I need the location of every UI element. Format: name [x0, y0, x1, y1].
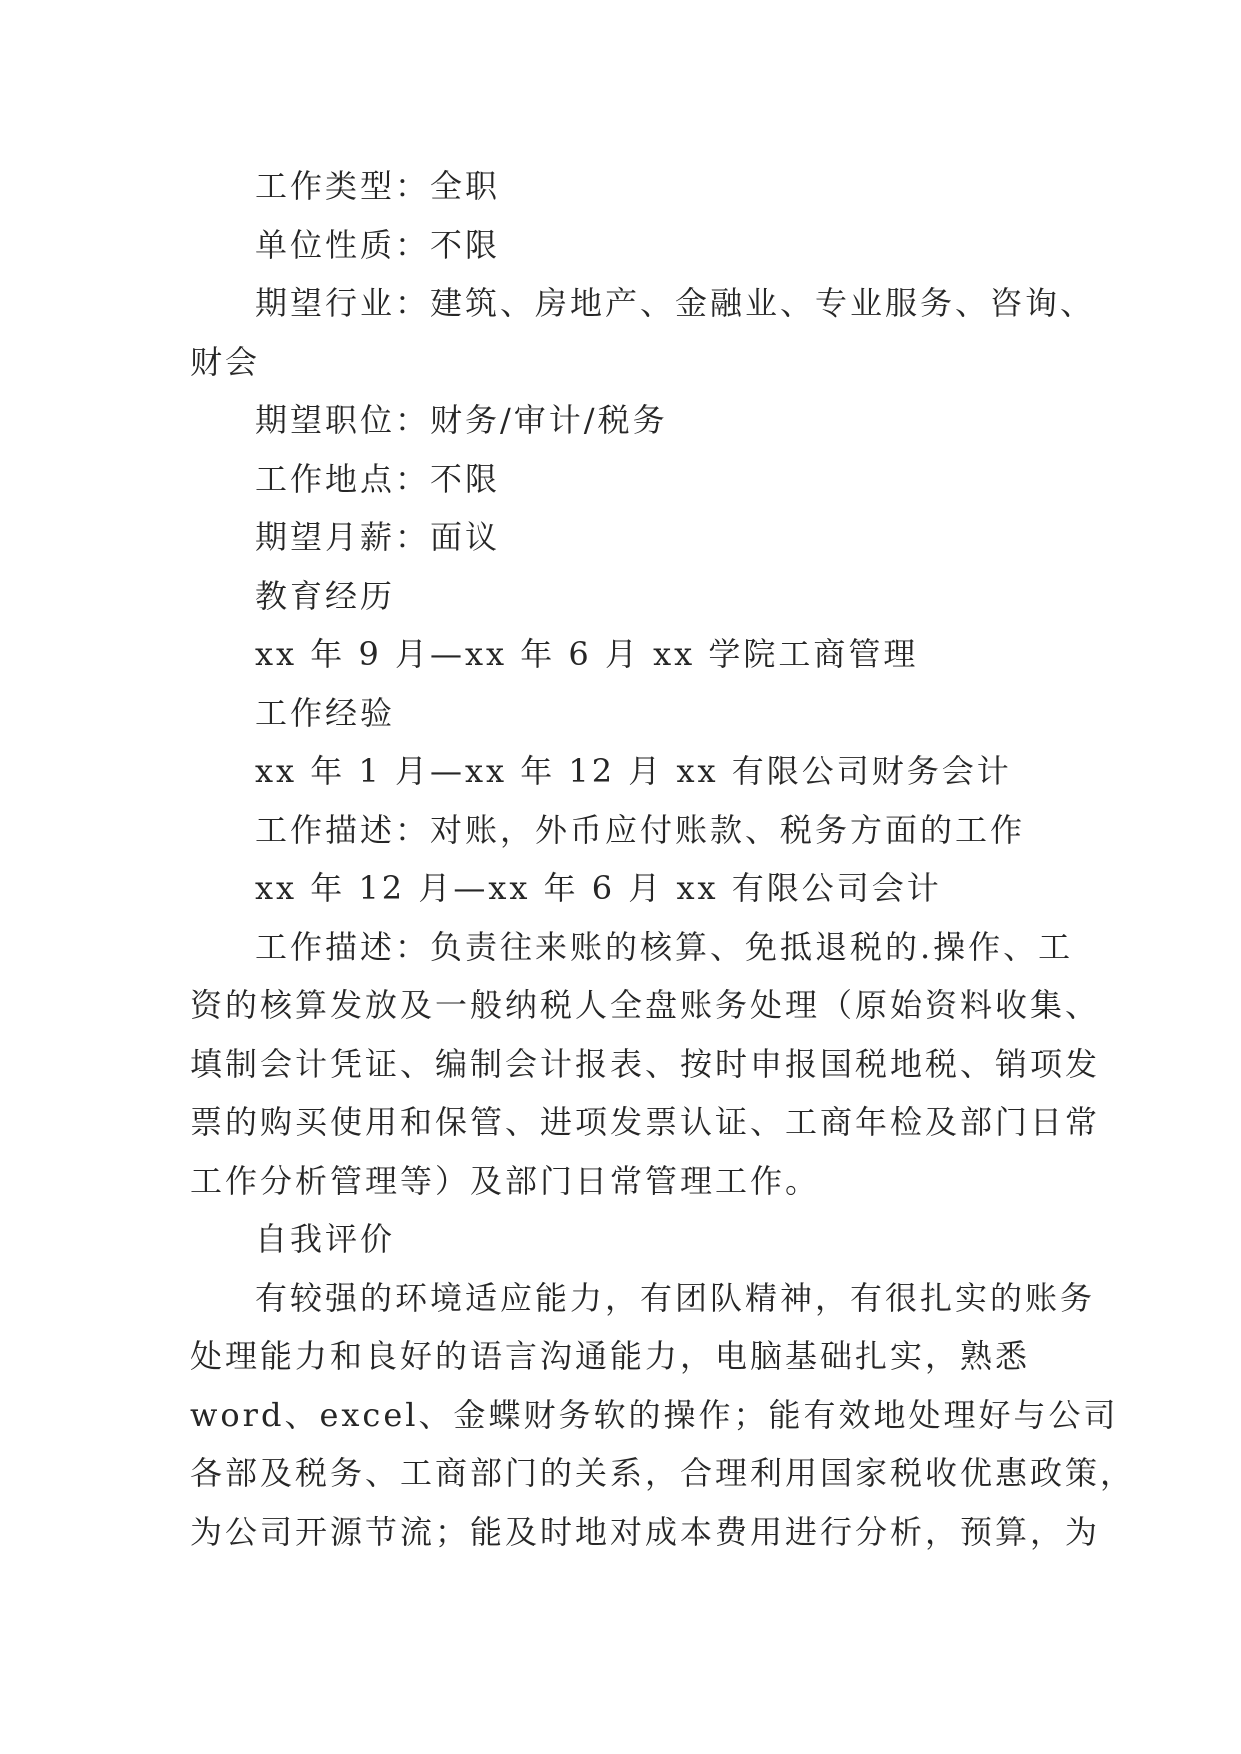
text-line-work-description-1: 工作描述：对账，外币应付账款、税务方面的工作: [255, 810, 1026, 849]
text-line-expected-industry: 期望行业：建筑、房地产、金融业、专业服务、咨询、: [255, 284, 1096, 322]
text-line-self-evaluation-5: 为公司开源节流；能及时地对成本费用进行分析，预算，为: [190, 1512, 1101, 1551]
text-line-self-evaluation-4: 各部及税务、工商部门的关系，合理利用国家税收优惠政策，: [190, 1454, 1136, 1492]
text-line-work-entry-1: xx 年 1 月—xx 年 12 月 xx 有限公司财务会计: [255, 752, 1012, 790]
text-line-company-nature: 单位性质：不限: [255, 225, 501, 264]
text-line-work-description-2-cont-4: 工作分析管理等）及部门日常管理工作。: [190, 1161, 821, 1200]
text-line-work-location: 工作地点：不限: [255, 459, 501, 498]
text-line-work-description-2-cont-2: 填制会计凭证、编制会计报表、按时申报国税地税、销项发: [190, 1044, 1101, 1083]
text-line-education-entry: xx 年 9 月—xx 年 6 月 xx 学院工商管理: [255, 635, 919, 673]
text-line-work-description-2: 工作描述：负责往来账的核算、免抵退税的.操作、工: [255, 927, 1074, 966]
text-line-job-type: 工作类型：全职: [255, 167, 501, 205]
text-line-expected-position: 期望职位：财务/审计/税务: [255, 401, 668, 439]
section-heading-work-experience: 工作经验: [255, 693, 396, 732]
document-body: [190, 157, 1136, 1561]
text-line-self-evaluation-2: 处理能力和良好的语言沟通能力，电脑基础扎实，熟悉: [190, 1337, 1031, 1375]
section-heading-self-evaluation: 自我评价: [255, 1220, 396, 1258]
text-line-work-description-2-cont-3: 票的购买使用和保管、进项发票认证、工商年检及部门日常: [190, 1103, 1101, 1141]
text-line-self-evaluation-3: word、excel、金蝶财务软的操作；能有效地处理好与公司: [190, 1395, 1119, 1434]
text-line-self-evaluation-1: 有较强的环境适应能力，有团队精神，有很扎实的账务: [255, 1278, 1096, 1317]
section-heading-education: 教育经历: [255, 576, 396, 615]
text-line-expected-industry-cont: 财会: [190, 342, 261, 381]
text-line-work-description-2-cont-1: 资的核算发放及一般纳税人全盘账务处理（原始资料收集、: [190, 986, 1101, 1024]
text-line-work-entry-2: xx 年 12 月—xx 年 6 月 xx 有限公司会计: [255, 869, 942, 907]
text-line-expected-salary: 期望月薪：面议: [255, 518, 501, 556]
